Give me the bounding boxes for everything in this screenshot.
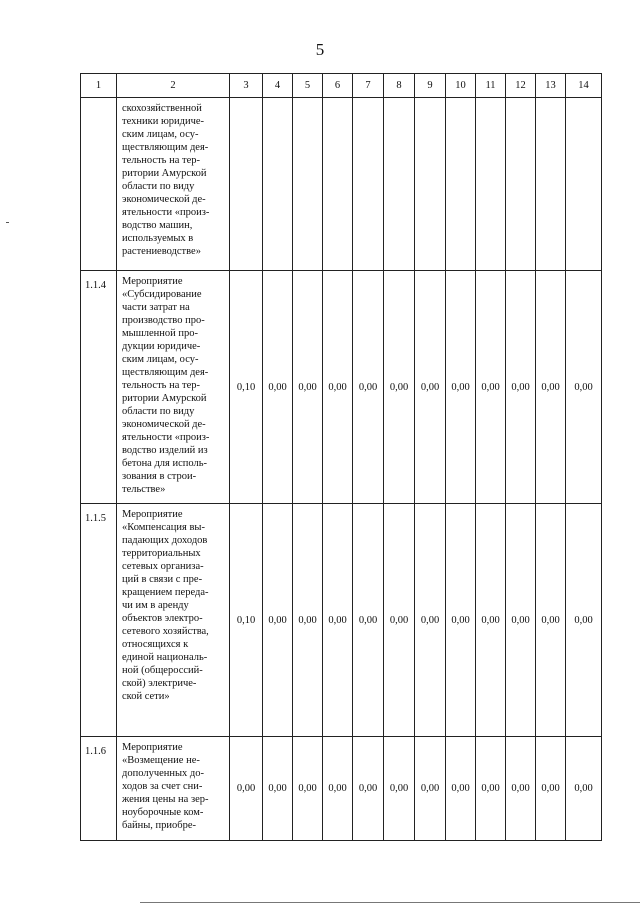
- description-line: тельность на тер-: [122, 155, 200, 166]
- item-number: 1.1.6: [81, 737, 117, 841]
- value-cell-col-10: [446, 98, 476, 271]
- value-cell-col-6: 0,00: [323, 271, 353, 504]
- table-header-row: [81, 74, 602, 98]
- value-cell-col-5: [293, 98, 323, 271]
- description-line: бетона для исполь-: [122, 458, 208, 469]
- value-cell-col-3: 0,10: [230, 271, 263, 504]
- description-line: скохозяйственной: [122, 103, 202, 114]
- column-header-7: 7: [353, 74, 384, 98]
- value-cell-col-8: 0,00: [384, 271, 415, 504]
- description-line: используемых в: [122, 233, 194, 244]
- description-line: территориальных: [122, 548, 201, 559]
- description-line: байны, приобре-: [122, 820, 197, 831]
- item-number: [81, 98, 117, 271]
- value-cell-col-8: [384, 98, 415, 271]
- column-header-13: 13: [536, 74, 566, 98]
- value-cell-col-9: 0,00: [415, 504, 446, 737]
- page-number: 5: [315, 40, 325, 59]
- value-cell-col-6: 0,00: [323, 504, 353, 737]
- description-line: части затрат на: [122, 302, 190, 313]
- description-line: Мероприятие: [122, 276, 183, 287]
- column-header-8: 8: [384, 74, 415, 98]
- value-cell-col-14: [566, 98, 602, 271]
- value-cell-col-11: [476, 98, 506, 271]
- description-line: ноуборочные ком-: [122, 807, 204, 818]
- description-line: тельстве»: [122, 484, 166, 495]
- description-line: сетевых организа-: [122, 561, 204, 572]
- column-header-14: 14: [566, 74, 602, 98]
- item-description: [117, 98, 230, 271]
- item-number: 1.1.5: [81, 504, 117, 737]
- description-line: относящихся к: [122, 639, 189, 650]
- value-cell-col-8: 0,00: [384, 737, 415, 841]
- page-bottom-rule: [140, 902, 640, 903]
- value-cell-col-12: [506, 98, 536, 271]
- value-cell-col-10: 0,00: [446, 737, 476, 841]
- value-cell-col-9: 0,00: [415, 271, 446, 504]
- value-cell-col-3: 0,00: [230, 737, 263, 841]
- column-header-4: 4: [263, 74, 293, 98]
- table-row: [81, 271, 602, 504]
- value-cell-col-11: 0,00: [476, 271, 506, 504]
- value-cell-col-10: 0,00: [446, 271, 476, 504]
- value-cell-col-14: 0,00: [566, 504, 602, 737]
- table-row: [81, 504, 602, 737]
- description-line: сетевого хозяйства,: [122, 626, 209, 637]
- value-cell-col-7: 0,00: [353, 271, 384, 504]
- column-header-5: 5: [293, 74, 323, 98]
- description-line: падающих доходов: [122, 535, 208, 546]
- table-row: [81, 98, 602, 271]
- item-description: [117, 737, 230, 841]
- description-line: ритории Амурской: [122, 393, 207, 404]
- description-line: техники юридиче-: [122, 116, 205, 127]
- description-line: Мероприятие: [122, 742, 183, 753]
- column-header-10: 10: [446, 74, 476, 98]
- description-line: «Компенсация вы-: [122, 522, 205, 533]
- program-table: [80, 73, 602, 841]
- value-cell-col-11: 0,00: [476, 504, 506, 737]
- column-header-3: 3: [230, 74, 263, 98]
- description-line: ной (общероссий-: [122, 665, 203, 676]
- value-cell-col-10: 0,00: [446, 504, 476, 737]
- item-description: [117, 504, 230, 737]
- description-line: экономической де-: [122, 194, 206, 205]
- value-cell-col-6: [323, 98, 353, 271]
- value-cell-col-13: 0,00: [536, 737, 566, 841]
- value-cell-col-4: 0,00: [263, 737, 293, 841]
- description-line: кращением переда-: [122, 587, 209, 598]
- description-line: «Субсидирование: [122, 289, 202, 300]
- description-line: производство про-: [122, 315, 205, 326]
- description-line: области по виду: [122, 406, 195, 417]
- description-line: ятельности «произ-: [122, 207, 210, 218]
- description-line: Мероприятие: [122, 509, 183, 520]
- description-line: водство изделий из: [122, 445, 208, 456]
- description-line: ходов за счет сни-: [122, 781, 203, 792]
- value-cell-col-12: 0,00: [506, 271, 536, 504]
- value-cell-col-9: 0,00: [415, 737, 446, 841]
- value-cell-col-7: 0,00: [353, 737, 384, 841]
- value-cell-col-9: [415, 98, 446, 271]
- value-cell-col-11: 0,00: [476, 737, 506, 841]
- value-cell-col-12: 0,00: [506, 737, 536, 841]
- description-line: ской сети»: [122, 691, 170, 702]
- description-line: жения цены на зер-: [122, 794, 209, 805]
- column-header-1: 1: [81, 74, 117, 98]
- value-cell-col-7: [353, 98, 384, 271]
- value-cell-col-8: 0,00: [384, 504, 415, 737]
- description-line: экономической де-: [122, 419, 206, 430]
- description-line: области по виду: [122, 181, 195, 192]
- description-line: зования в строи-: [122, 471, 197, 482]
- description-line: тельность на тер-: [122, 380, 200, 391]
- description-line: ским лицам, осу-: [122, 129, 199, 140]
- value-cell-col-3: [230, 98, 263, 271]
- column-header-9: 9: [415, 74, 446, 98]
- value-cell-col-3: 0,10: [230, 504, 263, 737]
- value-cell-col-4: [263, 98, 293, 271]
- description-line: объектов электро-: [122, 613, 203, 624]
- description-line: ритории Амурской: [122, 168, 207, 179]
- description-line: ществляющим дея-: [122, 367, 209, 378]
- value-cell-col-4: 0,00: [263, 271, 293, 504]
- value-cell-col-4: 0,00: [263, 504, 293, 737]
- description-line: ций в связи с пре-: [122, 574, 203, 585]
- value-cell-col-14: 0,00: [566, 737, 602, 841]
- value-cell-col-5: 0,00: [293, 504, 323, 737]
- description-line: дукции юридиче-: [122, 341, 201, 352]
- item-description: [117, 271, 230, 504]
- description-line: ской) электриче-: [122, 678, 197, 689]
- column-header-2: 2: [117, 74, 230, 98]
- description-line: дополученных до-: [122, 768, 205, 779]
- table-row: [81, 737, 602, 841]
- column-header-6: 6: [323, 74, 353, 98]
- description-line: чи им в аренду: [122, 600, 189, 611]
- column-header-11: 11: [476, 74, 506, 98]
- description-line: водство машин,: [122, 220, 193, 231]
- value-cell-col-5: 0,00: [293, 271, 323, 504]
- description-line: единой националь-: [122, 652, 208, 663]
- value-cell-col-13: [536, 98, 566, 271]
- description-line: «Возмещение не-: [122, 755, 200, 766]
- value-cell-col-14: 0,00: [566, 271, 602, 504]
- value-cell-col-5: 0,00: [293, 737, 323, 841]
- item-number: 1.1.4: [81, 271, 117, 504]
- value-cell-col-6: 0,00: [323, 737, 353, 841]
- value-cell-col-12: 0,00: [506, 504, 536, 737]
- description-line: ятельности «произ-: [122, 432, 210, 443]
- scan-mark: [6, 222, 9, 223]
- description-line: ществляющим дея-: [122, 142, 209, 153]
- value-cell-col-7: 0,00: [353, 504, 384, 737]
- column-header-12: 12: [506, 74, 536, 98]
- description-line: растениеводстве»: [122, 246, 201, 257]
- value-cell-col-13: 0,00: [536, 271, 566, 504]
- description-line: мышленной про-: [122, 328, 199, 339]
- value-cell-col-13: 0,00: [536, 504, 566, 737]
- description-line: ским лицам, осу-: [122, 354, 199, 365]
